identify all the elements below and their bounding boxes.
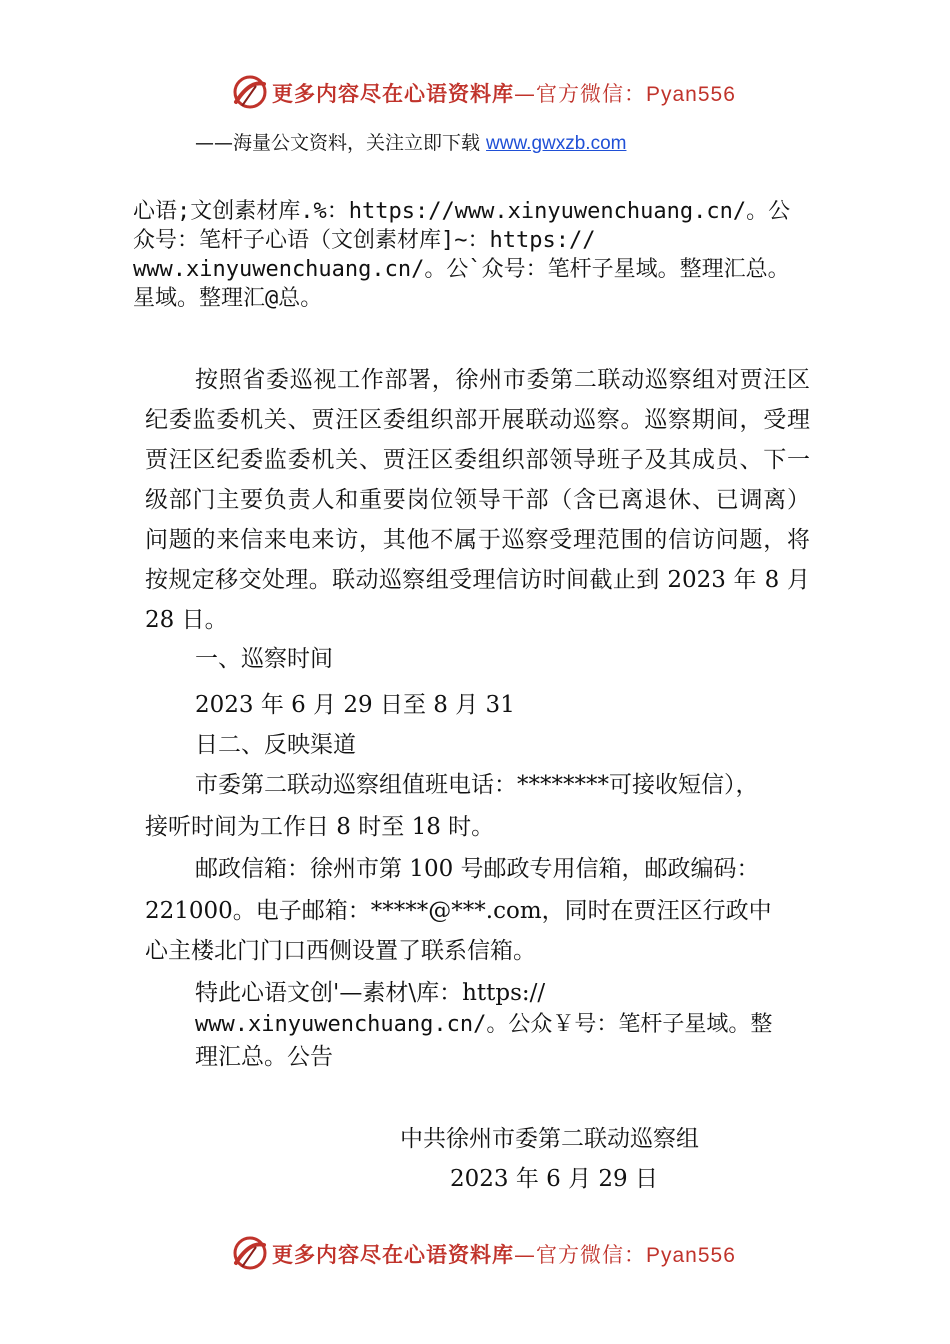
banner-main: 更多内容尽在心语资料库 bbox=[272, 1243, 514, 1267]
mailbox-line: 邮政信箱：徐州市第 100 号邮政专用信箱，邮政编码： bbox=[195, 856, 760, 882]
signature-date: 2023 年 6 月 29 日 bbox=[450, 1166, 658, 1192]
footer-watermark-banner bbox=[0, 1233, 950, 1273]
banner-sep: —官方微信： bbox=[514, 82, 646, 106]
watermark-line: www.xinyuwenchuang.cn/。公`众号：笔杆子星域。整理汇总。 bbox=[133, 257, 790, 282]
email-line: 221000。电子邮箱：*****@***.com，同时在贾汪区行政中 bbox=[145, 898, 772, 924]
banner-sep: —官方微信： bbox=[514, 1243, 646, 1267]
inspection-dates: 2023 年 6 月 29 日至 8 月 31 bbox=[195, 692, 515, 718]
banner-main: 更多内容尽在心语资料库 bbox=[272, 82, 514, 106]
notice-line-2: www.xinyuwenchuang.cn/。公众￥号：笔杆子星域。整 bbox=[195, 1012, 773, 1037]
signature-org: 中共徐州市委第二联动巡察组 bbox=[400, 1126, 699, 1152]
subline-prefix: ——海量公文资料，关注立即下载 bbox=[195, 132, 487, 154]
banner-account: Pyan556 bbox=[646, 1244, 736, 1267]
banner-account: Pyan556 bbox=[646, 83, 736, 106]
phone-line: 市委第二联动巡察组值班电话：********可接收短信）， bbox=[195, 772, 759, 798]
header-watermark-banner bbox=[0, 72, 950, 112]
watermark-line: 心语;文创素材库.%：https://www.xinyuwenchuang.cn/。公 bbox=[133, 199, 791, 224]
watermark-line: 众号：笔杆子心语（文创素材库]~：https:// bbox=[133, 228, 596, 253]
section-heading-time: 一、巡察时间 bbox=[195, 646, 333, 672]
brush-logo-icon bbox=[230, 72, 270, 112]
notice-line-1: 特此心语文创'—素材\库：https:// bbox=[195, 980, 546, 1006]
download-link[interactable]: www.gwxzb.com bbox=[486, 133, 627, 154]
mailbox-location-line: 心主楼北门门口西侧设置了联系信箱。 bbox=[145, 938, 536, 964]
watermark-line: 星域。整理汇@总。 bbox=[133, 286, 323, 311]
phone-hours-line: 接听时间为工作日 8 时至 18 时。 bbox=[145, 814, 495, 840]
main-paragraph: 按照省委巡视工作部署，徐州市委第二联动巡察组对贾汪区纪委监委机关、贾汪区委组织部开展联动巡察。巡察期间，受理贾汪区纪委监委机关、贾汪区委组织部领导班子及其成员、下一级部门主要负责人和重要岗位领导干部（含已离退休、已调离）问题的来信来电来访，其他不属于巡察受理范围的信访问题，将按规定移交处理。联动巡察组受理信访时间截止到 2023 年 8 月 28 日。 bbox=[145, 367, 810, 633]
notice-line-3: 理汇总。公告 bbox=[195, 1044, 333, 1070]
banner-text bbox=[272, 78, 736, 108]
section-heading-channels: 日二、反映渠道 bbox=[195, 732, 356, 758]
watermark-text-block bbox=[133, 197, 833, 313]
download-subline bbox=[195, 128, 626, 155]
banner-text bbox=[272, 1239, 736, 1269]
brush-logo-icon bbox=[230, 1233, 270, 1273]
